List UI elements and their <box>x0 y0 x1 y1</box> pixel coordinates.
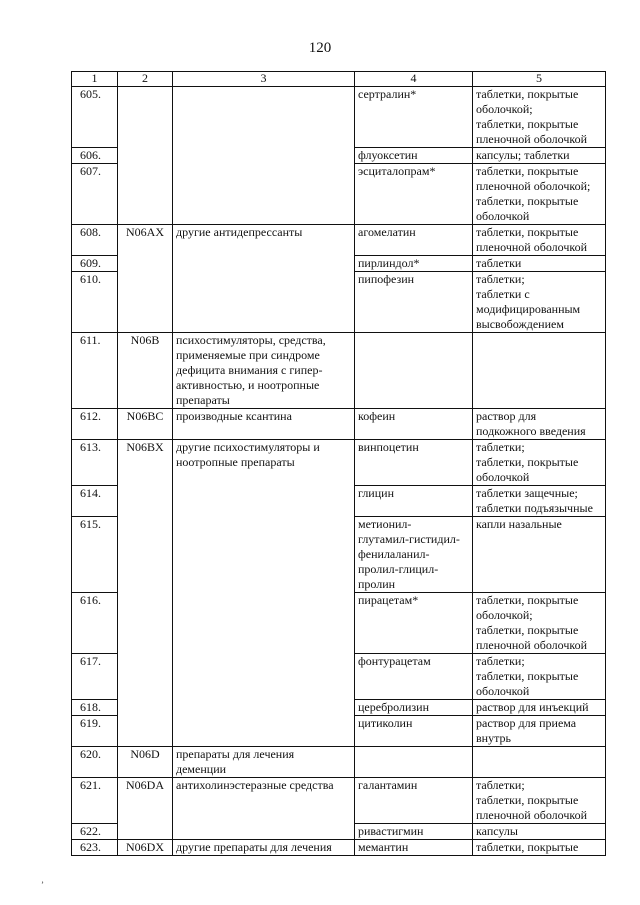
group-name: производные ксантина <box>173 409 355 440</box>
drug-name: флуоксетин <box>355 148 473 164</box>
table-row <box>72 840 606 856</box>
atc-code: N06BX <box>118 440 173 747</box>
group-name: другие психостимуляторы и ноотропные препараты <box>173 440 355 747</box>
drug-name <box>355 747 473 778</box>
drug-name: метионил- глутамил-гистидил- фенилаланил- пролил-глицил- пролин <box>355 517 473 593</box>
drug-name: глицин <box>355 486 473 517</box>
drug-name: ривастигмин <box>355 824 473 840</box>
group-name: препараты для лечения деменции <box>173 747 355 778</box>
group-cell <box>173 87 355 225</box>
group-name: другие препараты для лечения <box>173 840 355 856</box>
drug-name: церебролизин <box>355 700 473 716</box>
dosage-form: таблетки; таблетки с модифицированным высвобождением <box>473 272 606 333</box>
dosage-form: таблетки <box>473 256 606 272</box>
row-number: 607. <box>72 164 118 225</box>
row-number: 613. <box>72 440 118 486</box>
row-number: 614. <box>72 486 118 517</box>
dosage-form: таблетки, покрытые пленочной оболочкой; таблетки, покрытые оболочкой <box>473 164 606 225</box>
row-number: 623. <box>72 840 118 856</box>
header-col-3: 3 <box>173 72 355 87</box>
drug-name: агомелатин <box>355 225 473 256</box>
header-row <box>72 72 606 87</box>
dosage-form: капсулы <box>473 824 606 840</box>
group-name: антихолинэстеразные средства <box>173 778 355 840</box>
table-row <box>72 747 606 778</box>
row-number: 615. <box>72 517 118 593</box>
drug-name <box>355 333 473 409</box>
drug-name: пирацетам* <box>355 593 473 654</box>
dosage-form: таблетки; таблетки, покрытые пленочной оболочкой <box>473 778 606 824</box>
atc-code-cell <box>118 87 173 225</box>
row-number: 616. <box>72 593 118 654</box>
header-col-1: 1 <box>72 72 118 87</box>
table-row <box>72 409 606 440</box>
dosage-form: таблетки защечные; таблетки подъязычные <box>473 486 606 517</box>
atc-code: N06DX <box>118 840 173 856</box>
page-number: 120 <box>308 40 332 56</box>
row-number: 610. <box>72 272 118 333</box>
atc-code: N06AX <box>118 225 173 333</box>
row-number: 611. <box>72 333 118 409</box>
dosage-form: капсулы; таблетки <box>473 148 606 164</box>
drug-name: цитиколин <box>355 716 473 747</box>
row-number: 621. <box>72 778 118 824</box>
dosage-form <box>473 333 606 409</box>
row-number: 620. <box>72 747 118 778</box>
drug-name: фонтурацетам <box>355 654 473 700</box>
drug-name: кофеин <box>355 409 473 440</box>
dosage-form: таблетки, покрытые оболочкой; таблетки, покрытые пленочной оболочкой <box>473 87 606 148</box>
table-row <box>72 440 606 486</box>
drug-name: эсциталопрам* <box>355 164 473 225</box>
group-name: психостимуляторы, средства, применяемые при синдроме дефицита внимания с гипер- активностью, и ноотропные препараты <box>173 333 355 409</box>
group-name: другие антидепрессанты <box>173 225 355 333</box>
row-number: 612. <box>72 409 118 440</box>
drug-table <box>71 71 606 856</box>
dosage-form: раствор для приема внутрь <box>473 716 606 747</box>
scan-speck: ’ <box>41 880 44 890</box>
row-number: 606. <box>72 148 118 164</box>
row-number: 608. <box>72 225 118 256</box>
table-row <box>72 778 606 824</box>
row-number: 619. <box>72 716 118 747</box>
table-row <box>72 225 606 256</box>
header-col-2: 2 <box>118 72 173 87</box>
drug-name: пипофезин <box>355 272 473 333</box>
drug-name: сертралин* <box>355 87 473 148</box>
table-row <box>72 87 606 148</box>
table-row <box>72 333 606 409</box>
row-number: 605. <box>72 87 118 148</box>
row-number: 609. <box>72 256 118 272</box>
header-col-5: 5 <box>473 72 606 87</box>
dosage-form: таблетки; таблетки, покрытые оболочкой <box>473 654 606 700</box>
header-col-4: 4 <box>355 72 473 87</box>
drug-name: галантамин <box>355 778 473 824</box>
dosage-form: раствор для подкожного введения <box>473 409 606 440</box>
atc-code: N06B <box>118 333 173 409</box>
dosage-form: капли назальные <box>473 517 606 593</box>
drug-name: винпоцетин <box>355 440 473 486</box>
dosage-form: таблетки, покрытые <box>473 840 606 856</box>
drug-name: мемантин <box>355 840 473 856</box>
dosage-form: таблетки; таблетки, покрытые оболочкой <box>473 440 606 486</box>
dosage-form: таблетки, покрытые пленочной оболочкой <box>473 225 606 256</box>
dosage-form: таблетки, покрытые оболочкой; таблетки, покрытые пленочной оболочкой <box>473 593 606 654</box>
atc-code: N06BC <box>118 409 173 440</box>
atc-code: N06DA <box>118 778 173 840</box>
atc-code: N06D <box>118 747 173 778</box>
row-number: 622. <box>72 824 118 840</box>
row-number: 618. <box>72 700 118 716</box>
dosage-form <box>473 747 606 778</box>
dosage-form: раствор для инъекций <box>473 700 606 716</box>
row-number: 617. <box>72 654 118 700</box>
drug-name: пирлиндол* <box>355 256 473 272</box>
